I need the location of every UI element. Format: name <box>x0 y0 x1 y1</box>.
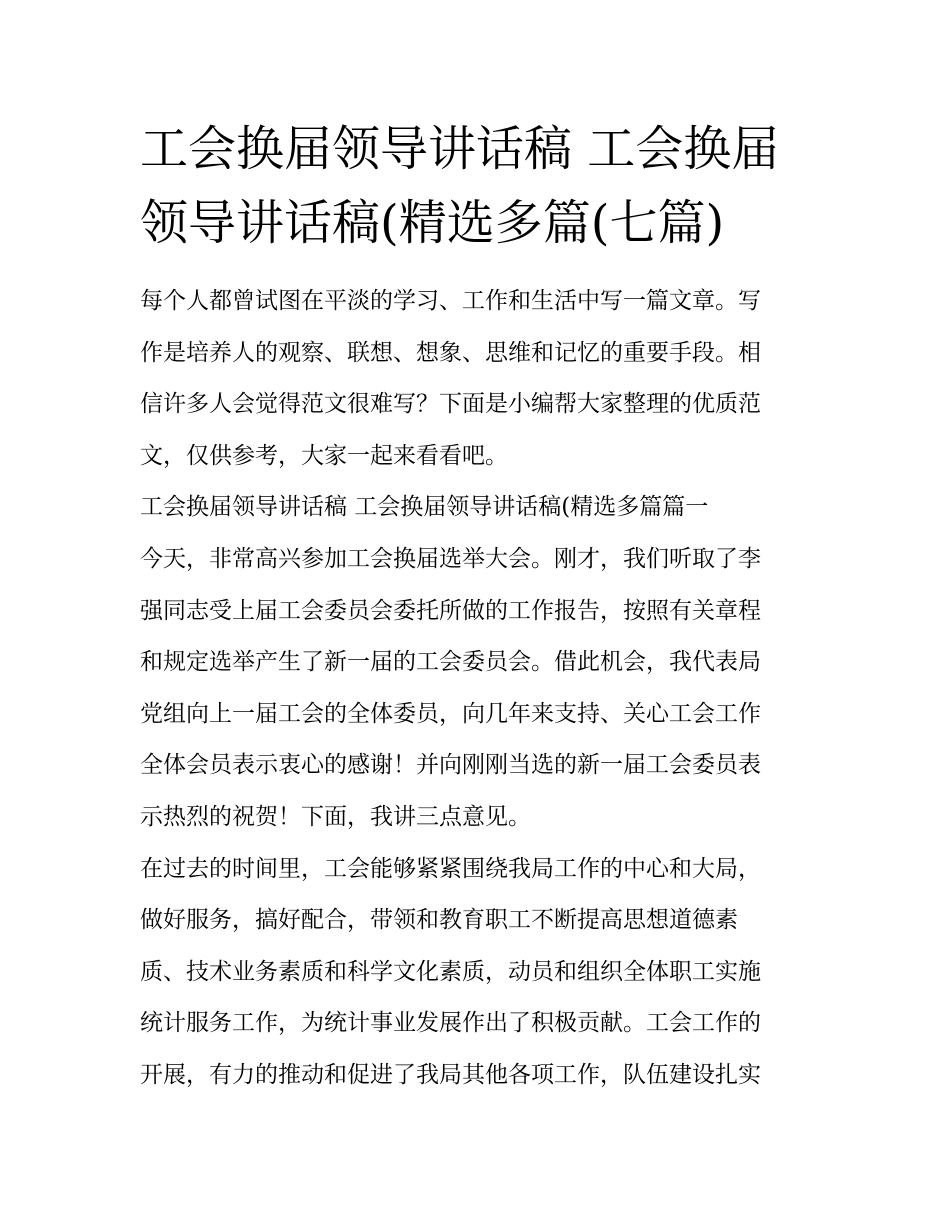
section-heading-1: 工会换届领导讲话稿 工会换届领导讲话稿(精选多篇篇一 <box>140 494 709 521</box>
body-line-10: 全体会员表示衷心的感谢！并向刚刚当选的新一届工会委员表 <box>140 752 761 779</box>
body-line-4: 文，仅供参考，大家一起来看看吧。 <box>140 442 508 469</box>
body-line-2: 作是培养人的观察、联想、想象、思维和记忆的重要手段。相 <box>140 339 761 366</box>
title-line-1: 工会换届领导讲话稿 工会换届 <box>140 121 780 177</box>
body-line-3: 信许多人会觉得范文很难写？下面是小编帮大家整理的优质范 <box>140 391 761 418</box>
body-line-12: 在过去的时间里，工会能够紧紧围绕我局工作的中心和大局， <box>140 855 761 882</box>
body-line-7: 强同志受上届工会委员会委托所做的工作报告，按照有关章程 <box>140 597 761 624</box>
body-line-13: 做好服务，搞好配合，带领和教育职工不断提高思想道德素 <box>140 907 738 934</box>
body-line-9: 党组向上一届工会的全体委员，向几年来支持、关心工会工作 <box>140 700 761 727</box>
document-title <box>140 112 820 260</box>
body-line-6: 今天，非常高兴参加工会换届选举大会。刚才，我们听取了李 <box>140 545 761 572</box>
document-body <box>140 276 812 1102</box>
body-line-11: 示热烈的祝贺！下面，我讲三点意见。 <box>140 803 531 830</box>
body-line-1: 每个人都曾试图在平淡的学习、工作和生活中写一篇文章。写 <box>140 288 761 314</box>
body-line-15: 统计服务工作，为统计事业发展作出了积极贡献。工会工作的 <box>140 1010 761 1037</box>
body-line-16: 开展，有力的推动和促进了我局其他各项工作，队伍建设扎实 <box>140 1061 761 1088</box>
body-line-14: 质、技术业务素质和科学文化素质，动员和组织全体职工实施 <box>140 958 761 985</box>
body-line-8: 和规定选举产生了新一届的工会委员会。借此机会，我代表局 <box>140 649 761 676</box>
title-line-2: 领导讲话稿(精选多篇(七篇) <box>140 195 725 251</box>
